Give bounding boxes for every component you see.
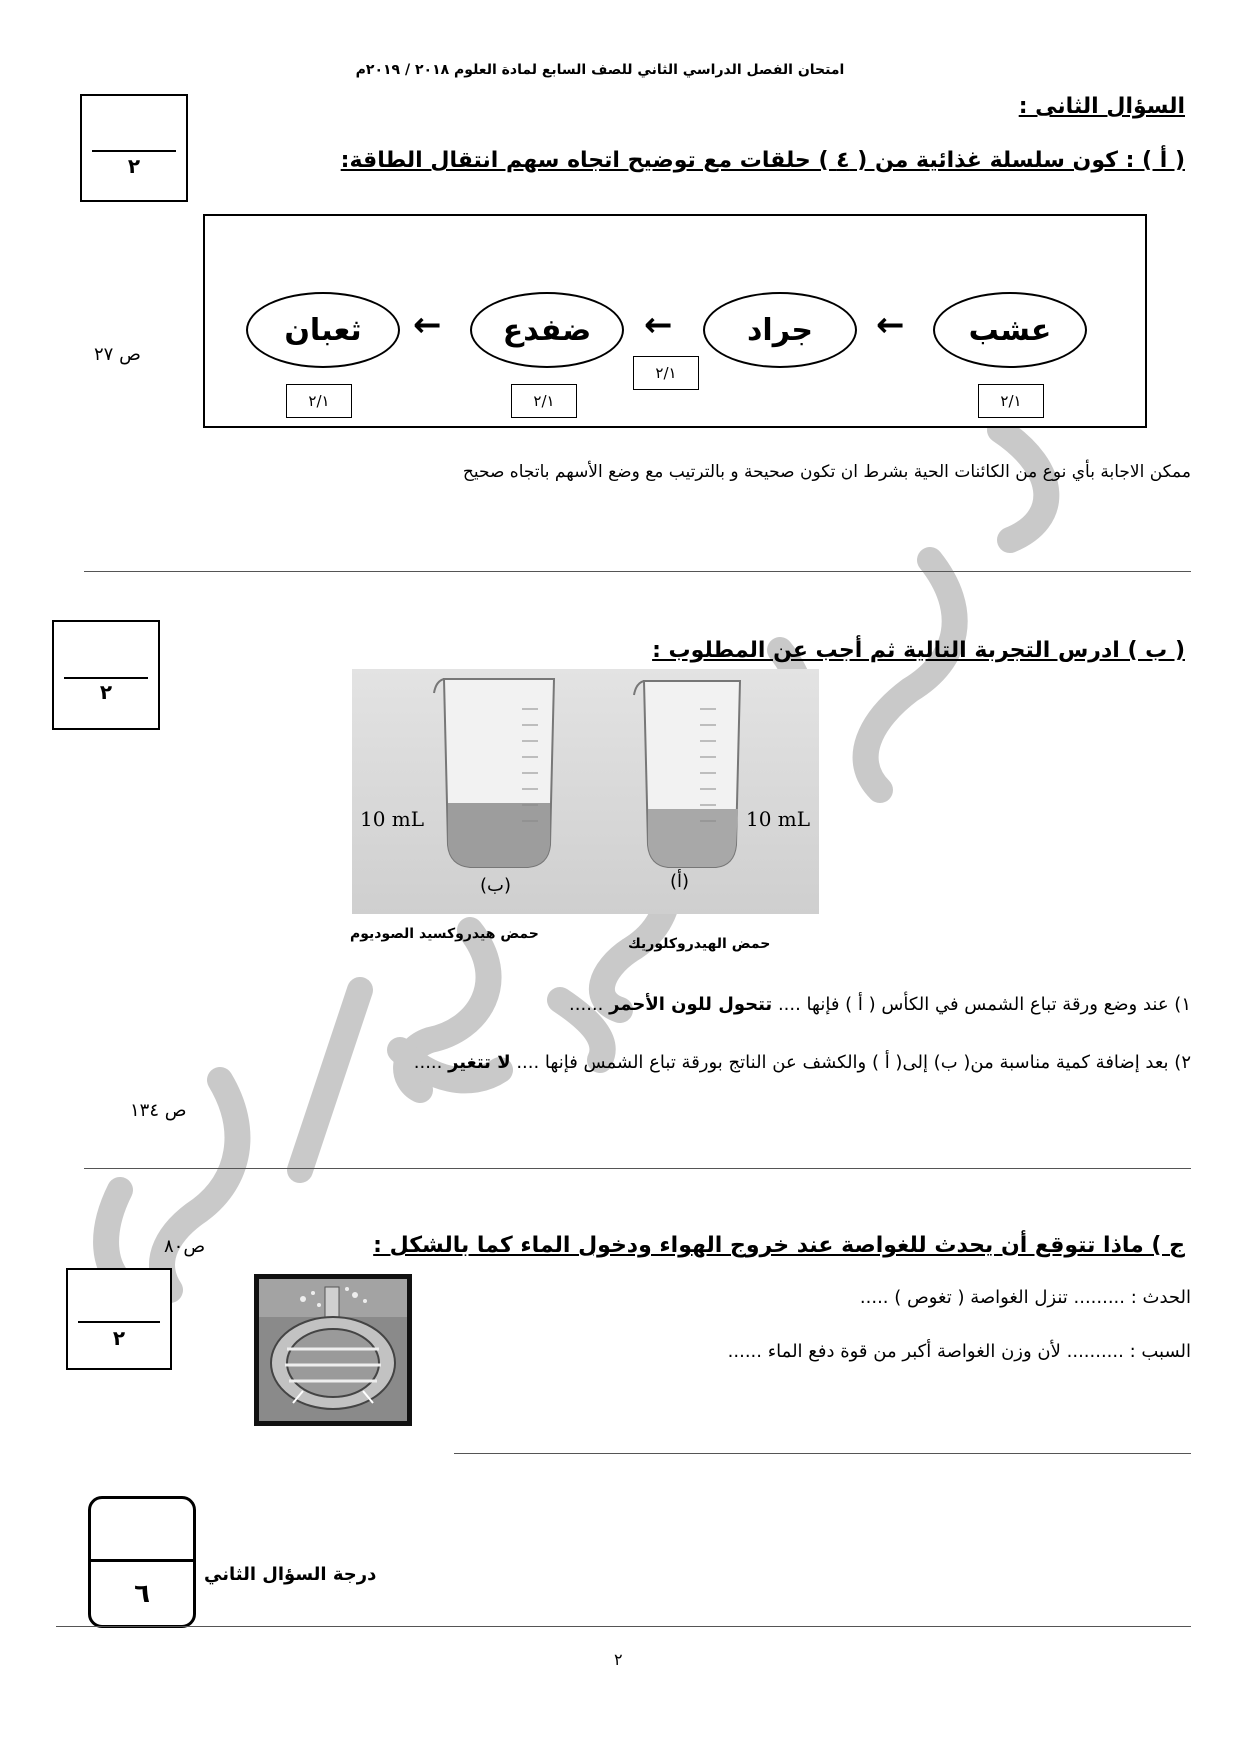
chain-item-frog: ضفدع: [470, 292, 624, 368]
chain-item-grass: عشب: [933, 292, 1087, 368]
question-b1: [569, 994, 1191, 1015]
score-box-b: [52, 620, 160, 730]
total-score-value: ٦: [134, 1579, 150, 1609]
beaker-b-label: (ب): [480, 875, 512, 896]
score-value-b: ٢: [99, 680, 113, 704]
divider: [84, 1168, 1191, 1169]
mark-box: ٢/١: [511, 384, 577, 418]
divider: [84, 571, 1191, 572]
submarine-illustration: [259, 1279, 407, 1421]
question-title: السؤال الثانى :: [1018, 94, 1185, 119]
event-line: الحدث : ......... تنزل الغواصة ( تغوص ) .....: [859, 1287, 1191, 1308]
question-b1-text: عند وضع ورقة تباع الشمس في الكأس ( أ ) فإنها ....: [777, 994, 1169, 1015]
question-b2: [414, 1052, 1191, 1073]
score-box-a: [80, 94, 188, 202]
beaker-b-volume: 10 mL: [360, 807, 425, 831]
beaker-a-label: (أ): [670, 871, 690, 892]
part-c-heading: ج ) ماذا تتوقع أن يحدث للغواصة عند خروج الهواء ودخول الماء كما بالشكل :: [373, 1233, 1185, 1258]
total-score-box: [88, 1496, 196, 1628]
chain-item-locust: جراد: [703, 292, 857, 368]
arrow-icon: ←: [876, 305, 905, 345]
question-b2-text: بعد إضافة كمية مناسبة من( ب) إلى( أ ) والكشف عن الناتج بورقة تباع الشمس فإنها ....: [516, 1052, 1169, 1073]
question-b1-answer: تتحول للون الأحمر: [609, 994, 773, 1015]
question-b1-number: ١): [1174, 994, 1191, 1015]
score-box-c: [66, 1268, 172, 1370]
submarine-image: [254, 1274, 412, 1426]
part-a-heading: ( أ ) : كون سلسلة غذائية من ( ٤ ) حلقات مع توضيح اتجاه سهم انتقال الطاقة:: [340, 148, 1185, 173]
part-b-heading: ( ب ) ادرس التجربة التالية ثم أجب عن المطلوب :: [652, 638, 1185, 663]
page-number: ٢: [614, 1650, 623, 1669]
beaker-a-caption: حمض الهيدروكلوريك: [628, 936, 771, 952]
arrow-icon: ←: [413, 305, 442, 345]
beakers-image: [352, 669, 819, 914]
question-b2-tail: .....: [413, 1052, 443, 1073]
chain-item-snake: ثعبان: [246, 292, 400, 368]
mark-box: ٢/١: [978, 384, 1044, 418]
total-score-label: درجة السؤال الثاني: [204, 1564, 377, 1585]
score-value-a: ٢: [127, 154, 141, 178]
question-b2-answer: لا تتغير: [448, 1052, 511, 1073]
question-b2-number: ٢): [1174, 1052, 1191, 1073]
beakers-illustration: [352, 669, 819, 914]
mark-box: ٢/١: [286, 384, 352, 418]
reason-line: السبب : .......... لأن وزن الغواصة أكبر من قوة دفع الماء ......: [727, 1341, 1191, 1362]
divider: [454, 1453, 1191, 1454]
arrow-icon: ←: [644, 305, 673, 345]
mark-box: ٢/١: [633, 356, 699, 390]
question-b1-tail: ......: [569, 994, 604, 1015]
score-value-c: ٢: [112, 1326, 126, 1350]
beaker-a-volume: 10 mL: [746, 807, 811, 831]
part-a-note: ممكن الاجابة بأي نوع من الكائنات الحية بشرط ان تكون صحيحة و بالترتيب مع وضع الأسهم باتجاه صحيح: [462, 462, 1191, 482]
divider: [56, 1626, 1191, 1627]
beaker-b-caption: حمض هيدروكسيد الصوديوم: [350, 926, 539, 942]
exam-title: امتحان الفصل الدراسي الثاني للصف السابع لمادة العلوم ٢٠١٨ / ٢٠١٩م: [355, 62, 845, 78]
page-ref-a: ص ٢٧: [94, 344, 141, 365]
page-ref-c: ص٨٠: [164, 1236, 206, 1257]
page-ref-b: ص ١٣٤: [130, 1100, 187, 1121]
